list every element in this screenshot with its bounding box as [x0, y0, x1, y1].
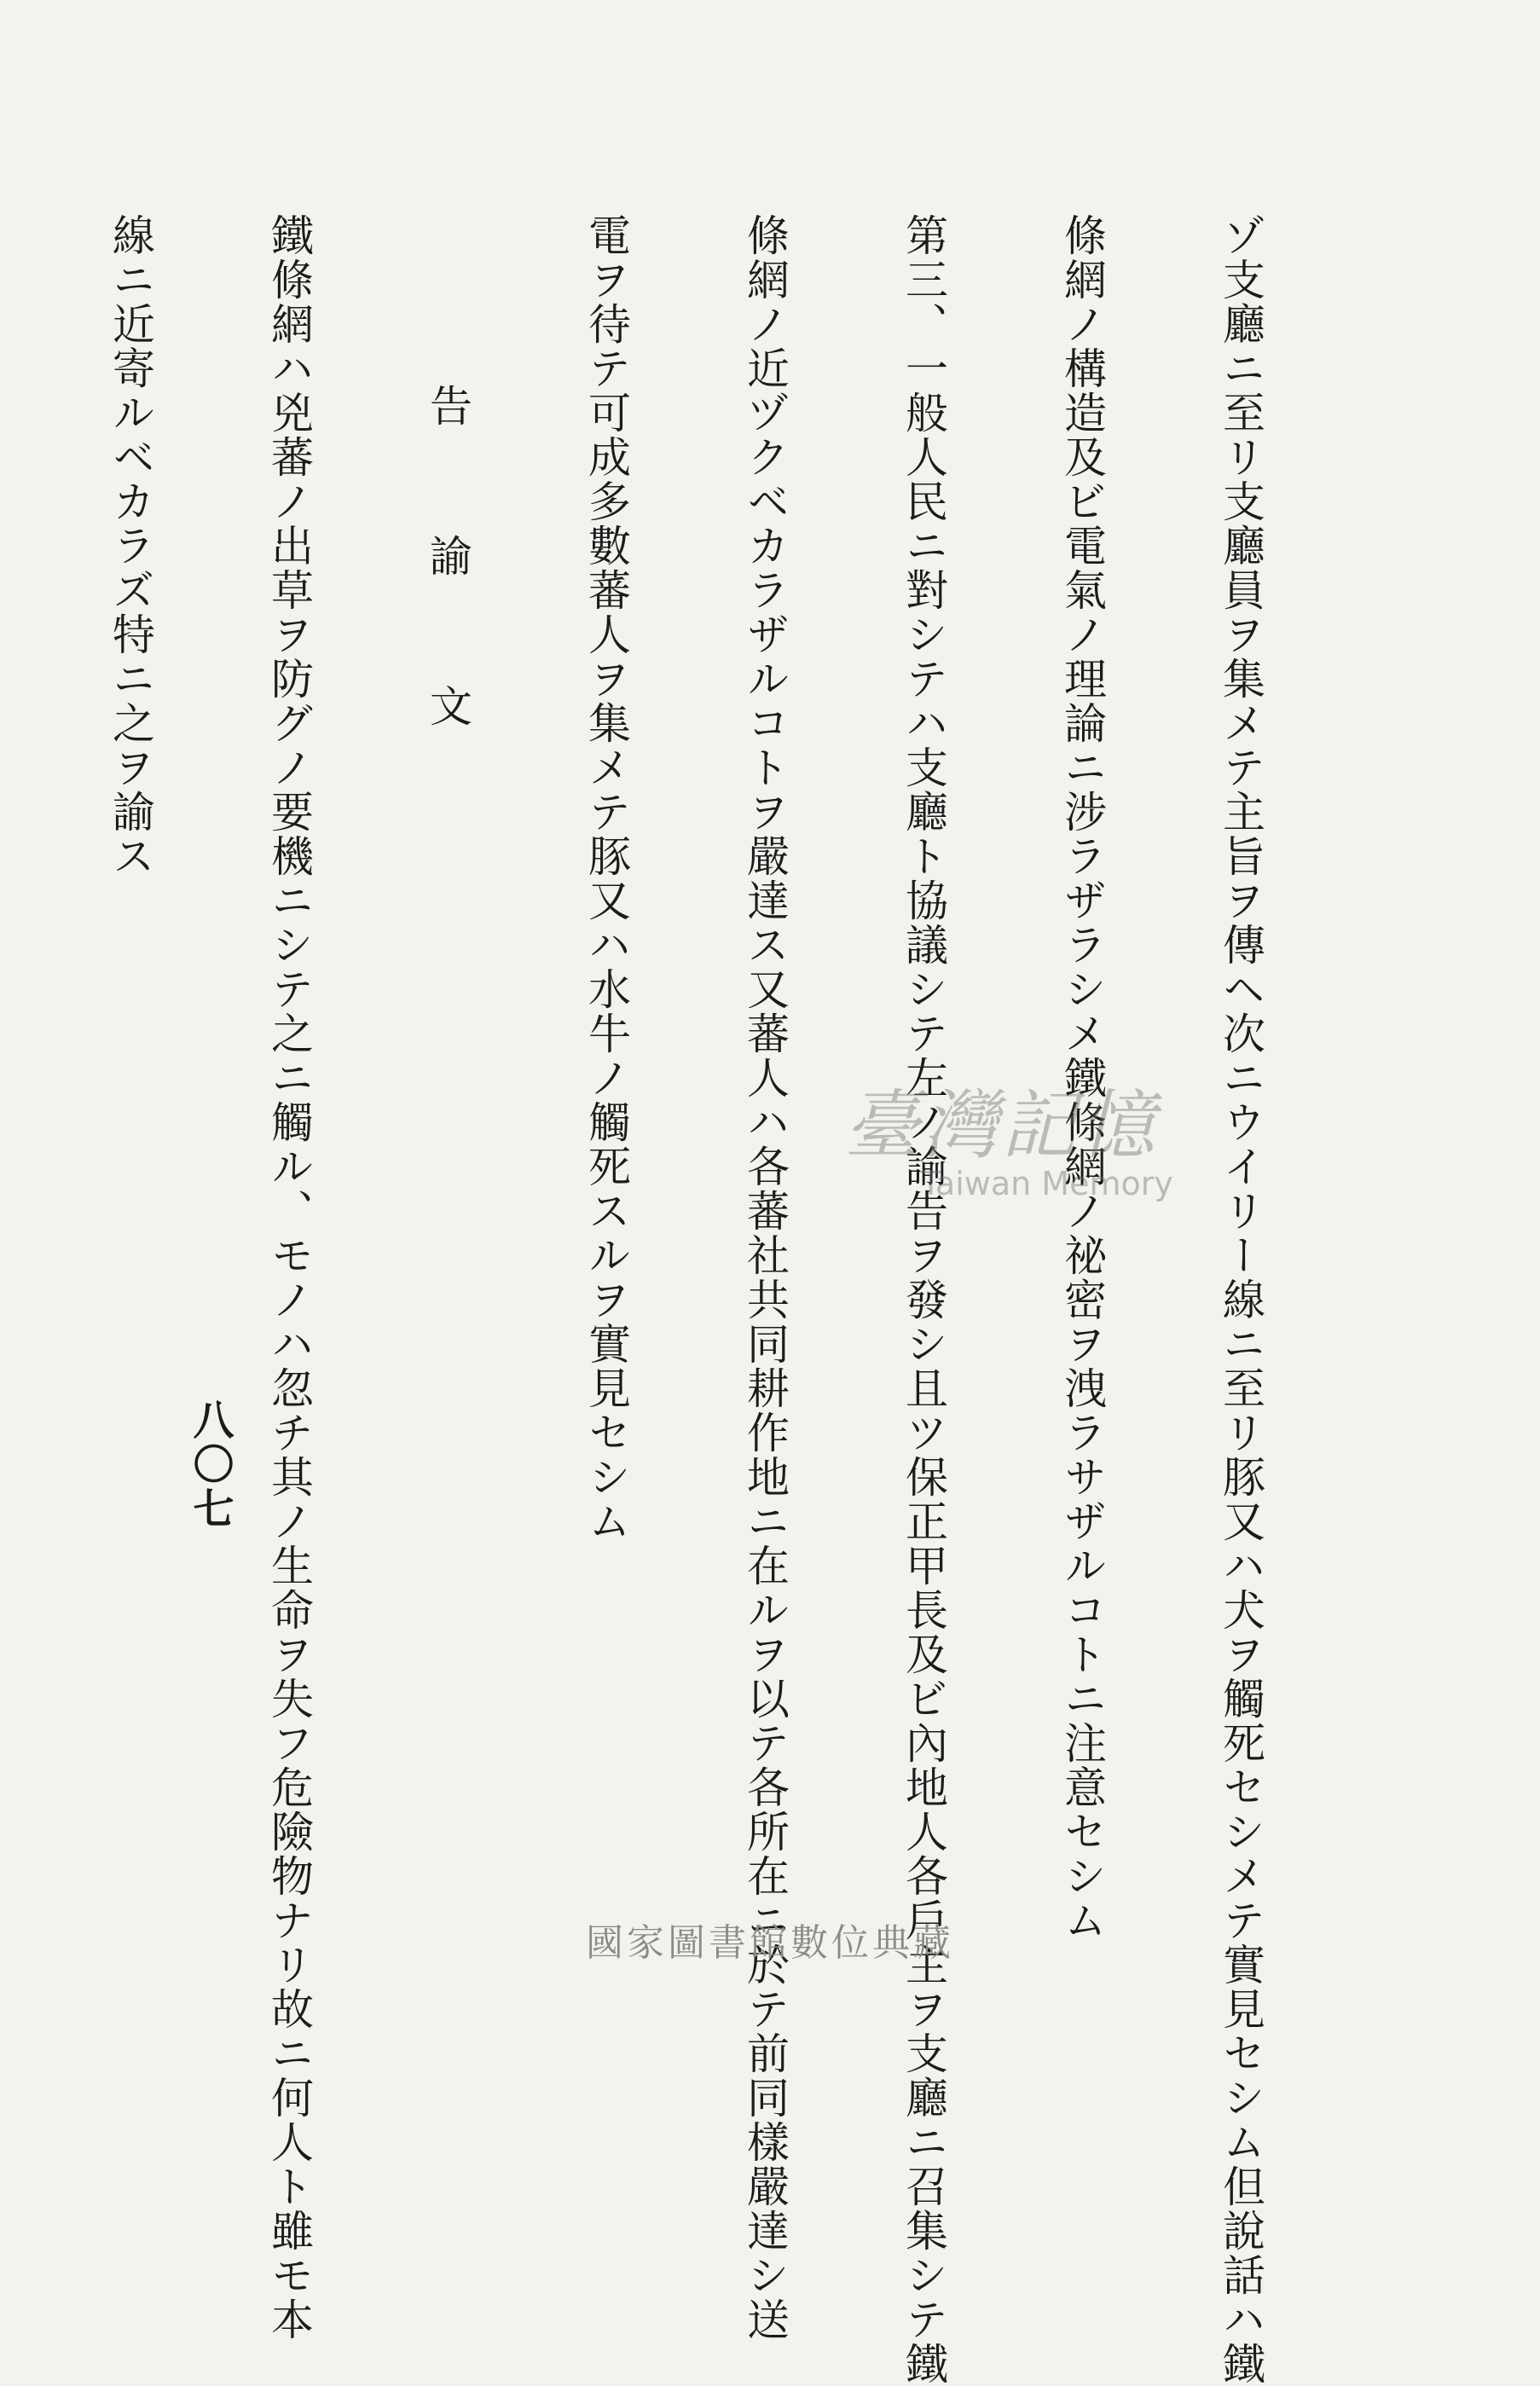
text-column: 條網ノ構造及ビ電氣ノ理論ニ涉ラザラシメ鐵條網ノ祕密ヲ洩ラサザルコトニ注意セシム	[1057, 213, 1107, 1943]
text-column: 第三、一般人民ニ對シテハ支廳ト協議シテ左ノ諭告ヲ發シ且ツ保正甲長及ビ內地人各戶主ヲ支廳ニ召集シテ鐵	[899, 213, 948, 2386]
text-column: 鐵條網ハ兇蕃ノ出草ヲ防グノ要機ニシテ之ニ觸ル、モノハ忽チ其ノ生命ヲ失フ危險物ナリ故ニ何人ト雖モ本	[264, 213, 314, 2342]
text-column: 條網ノ近ヅクベカラザルコトヲ嚴達ス又蕃人ハ各蕃社共同耕作地ニ在ルヲ以テ各所在ニ於テ前同樣嚴達シ送	[740, 213, 790, 2342]
watermark-subtitle: Taiwan Memory	[921, 1165, 1173, 1202]
footer-credit: 國家圖書館數位典藏	[586, 1921, 954, 1965]
text-column: ゾ支廳ニ至リ支廳員ヲ集メテ主旨ヲ傳ヘ次ニウイリー線ニ至リ豚又ハ犬ヲ觸死セシメテ實見セシム但說話ハ鐵	[1216, 213, 1265, 2386]
text-column: 線ニ近寄ルベカラズ特ニ之ヲ諭ス	[106, 213, 155, 878]
watermark-logo-text: 臺灣記憶	[844, 1081, 1159, 1169]
proclamation-heading: 告 諭 文	[423, 384, 472, 759]
page-number: 八〇七	[186, 1399, 234, 1532]
text-column: 電ヲ待テ可成多數蕃人ヲ集メテ豚又ハ水牛ノ觸死スルヲ實見セシム	[582, 213, 631, 1543]
taiwan-memory-watermark	[844, 1083, 1288, 1211]
